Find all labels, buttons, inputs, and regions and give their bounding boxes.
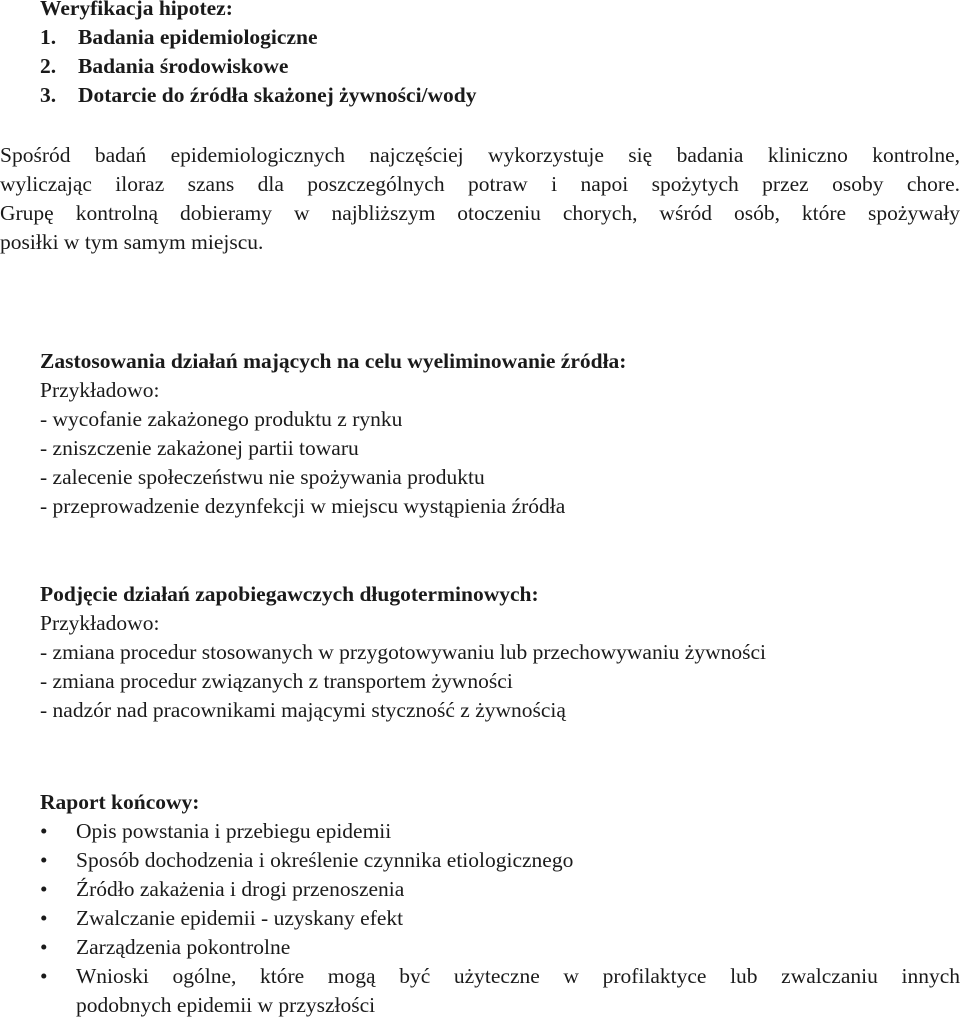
hypothesis-section xyxy=(0,0,960,110)
paragraph-line: Grupę kontrolną dobieramy w najbliższym otoczeniu chorych, wśród osób, które spożywały xyxy=(0,201,960,225)
list-item: - przeprowadzenie dezynfekcji w miejscu wystąpienia źródła xyxy=(40,494,566,518)
bullet-icon: • xyxy=(40,877,48,901)
bullet-text: Zarządzenia pokontrolne xyxy=(76,935,291,959)
bullet-text: Źródło zakażenia i drogi przenoszenia xyxy=(76,877,405,901)
list-item xyxy=(0,81,960,110)
bullet-icon: • xyxy=(40,906,48,930)
paragraph-line: wyliczając iloraz szans dla poszczególnych potraw i napoi spożytych przez osoby chore. xyxy=(0,172,960,196)
list-item: - nadzór nad pracownikami mającymi styczność z żywnością xyxy=(40,698,566,722)
list-item: - wycofanie zakażonego produktu z rynku xyxy=(40,407,403,431)
list-number: 3. xyxy=(40,83,57,107)
list-text: Badania środowiskowe xyxy=(78,54,289,78)
bullet-icon: • xyxy=(40,819,48,843)
report-heading: Raport końcowy: xyxy=(40,790,200,814)
list-text: Dotarcie do źródła skażonej żywności/wody xyxy=(78,83,477,107)
bullet-icon: • xyxy=(40,935,48,959)
list-number: 1. xyxy=(40,25,57,49)
bullet-text xyxy=(76,962,960,1020)
prevent-section xyxy=(0,580,960,725)
list-item: - zalecenie społeczeństwu nie spożywania produktu xyxy=(40,465,485,489)
bullet-icon: • xyxy=(40,848,48,872)
list-item: - zniszczenie zakażonej partii towaru xyxy=(40,436,359,460)
apply-heading: Zastosowania działań mających na celu wyeliminowanie źródła: xyxy=(40,349,627,373)
bullet-item xyxy=(0,875,960,904)
bullet-item xyxy=(0,904,960,933)
bullet-item xyxy=(0,933,960,962)
list-number: 2. xyxy=(40,54,57,78)
bullet-icon: • xyxy=(40,964,48,988)
apply-section xyxy=(0,347,960,521)
bullet-item xyxy=(0,962,960,1020)
list-item: - zmiana procedur stosowanych w przygotowywaniu lub przechowywaniu żywności xyxy=(40,640,767,664)
bullet-text-line: podobnych epidemii w przyszłości xyxy=(76,993,376,1017)
report-section xyxy=(0,788,960,1020)
bullet-item xyxy=(0,817,960,846)
list-item xyxy=(0,23,960,52)
list-item xyxy=(0,52,960,81)
paragraph-line: posiłki w tym samym miejscu. xyxy=(0,230,264,254)
apply-intro: Przykładowo: xyxy=(40,378,160,402)
list-item: - zmiana procedur związanych z transportem żywności xyxy=(40,669,513,693)
bullet-text-line: Wnioski ogólne, które mogą być użyteczne w profilaktyce lub zwalczaniu innych xyxy=(76,964,960,988)
bullet-text: Sposób dochodzenia i określenie czynnika etiologicznego xyxy=(76,848,574,872)
bullet-item xyxy=(0,846,960,875)
prevent-intro: Przykładowo: xyxy=(40,611,160,635)
list-text: Badania epidemiologiczne xyxy=(78,25,318,49)
bullet-text: Zwalczanie epidemii - uzyskany efekt xyxy=(76,906,404,930)
paragraph-section xyxy=(0,141,960,257)
hypothesis-heading: Weryfikacja hipotez: xyxy=(40,0,233,20)
bullet-text: Opis powstania i przebiegu epidemii xyxy=(76,819,392,843)
paragraph-line: Spośród badań epidemiologicznych najczęściej wykorzystuje się badania kliniczno kontrolne, xyxy=(0,143,960,167)
prevent-heading: Podjęcie działań zapobiegawczych długoterminowych: xyxy=(40,582,539,606)
